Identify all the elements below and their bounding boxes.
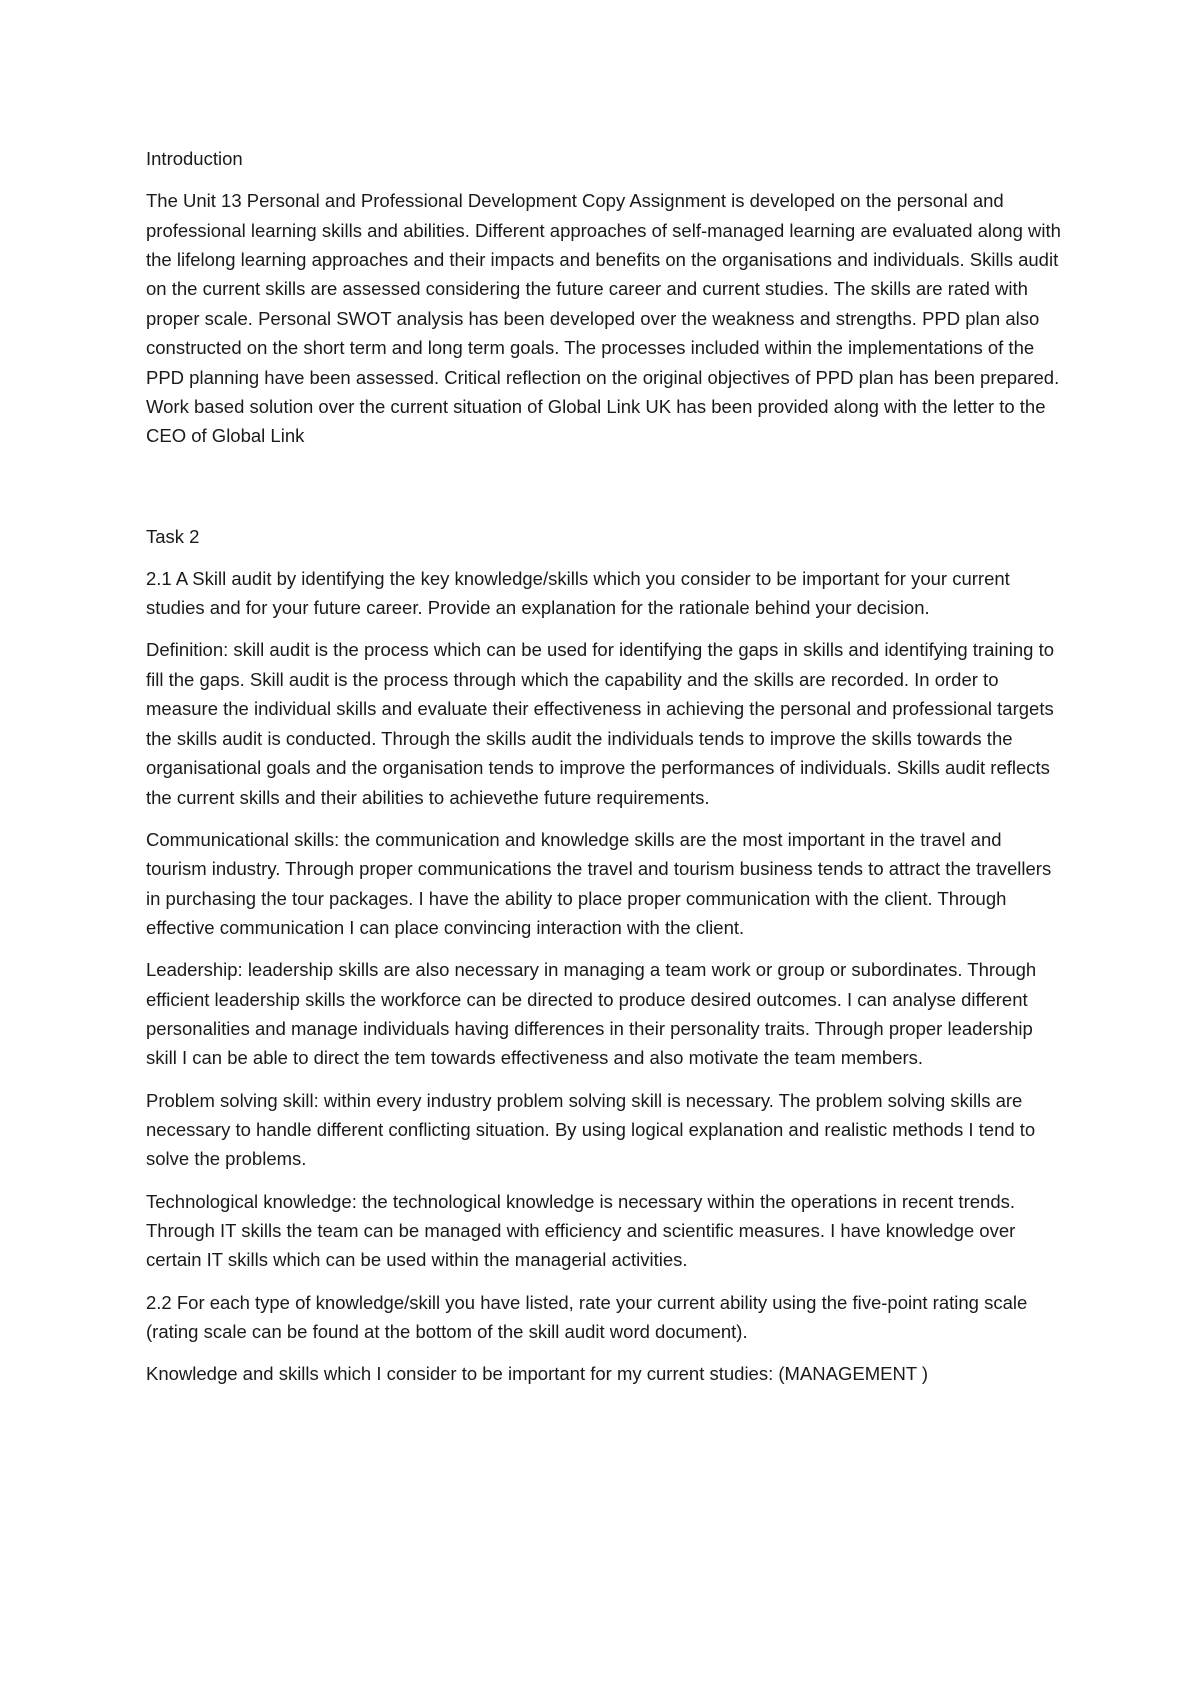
definition-paragraph: Definition: skill audit is the process which can be used for identifying the gaps in skills and identifying training to fill the gaps. Skill audit is the process through which the capability and the skills are recorded. In order to measure the individual skills and evaluate their effectiveness in achieving the personal and professional targets the skills audit is conducted. Through the skills audit the individuals tends to improve the skills towards the organisational goals and the organisation tends to improve the performances of individuals. Skills audit reflects the current skills and their abilities to achievethe future requirements.	[146, 639, 1055, 808]
section-gap	[146, 464, 1066, 522]
question-2-1: 2.1 A Skill audit by identifying the key knowledge/skills which you consider to be important for your current studies and for your future career. Provide an explanation for the rationale behind your decision.	[146, 567, 1010, 619]
current-studies-paragraph: Knowledge and skills which I consider to be important for my current studies: (MANAGEMENT )	[146, 1363, 929, 1385]
question-2-2: 2.2 For each type of knowledge/skill you have listed, rate your current ability using the five-point rating scale (rating scale can be found at the bottom of the skill audit word document).	[146, 1291, 1028, 1342]
introduction-heading: Introduction	[146, 148, 243, 169]
leadership-paragraph: Leadership: leadership skills are also necessary in managing a team work or group or subordinates. Through efficient leadership skills the workforce can be directed to produce desired outcomes. I can analyse different personalities and manage individuals having differences in their personality traits. Through proper leadership skill I can be able to direct the tem towards effectiveness and also motivate the team members.	[146, 959, 1037, 1069]
communicational-skills-paragraph: Communicational skills: the communication and knowledge skills are the most important in the travel and tourism industry. Through proper communications the travel and tourism business tends to attract the travellers in purchasing the tour packages. I have the ability to place proper communication with the client. Through effective communication I can place convincing interaction with the client.	[146, 828, 1052, 938]
task2-heading: Task 2	[146, 525, 200, 547]
document-body	[146, 144, 1066, 1401]
introduction-paragraph: The Unit 13 Personal and Professional Development Copy Assignment is developed on the personal and professional learning skills and abilities. Different approaches of self-managed learning are evaluated along with the lifelong learning approaches and their impacts and benefits on the organisations and individuals. Skills audit on the current skills are assessed considering the future career and current studies. The skills are rated with proper scale. Personal SWOT analysis has been developed over the weakness and strengths. PPD plan also constructed on the short term and long term goals. The processes included within the implementations of the PPD planning have been assessed. Critical reflection on the original objectives of PPD plan has been prepared. Work based solution over the current situation of Global Link UK has been provided along with the letter to the CEO of Global Link	[146, 190, 1061, 447]
technological-knowledge-paragraph: Technological knowledge: the technological knowledge is necessary within the operations in recent trends. Through IT skills the team can be managed with efficiency and scientific measures. I have knowledge over certain IT skills which can be used within the managerial activities.	[146, 1190, 1016, 1271]
problem-solving-paragraph: Problem solving skill: within every industry problem solving skill is necessary. The problem solving skills are necessary to handle different conflicting situation. By using logical explanation and realistic methods I tend to solve the problems.	[146, 1089, 1036, 1170]
